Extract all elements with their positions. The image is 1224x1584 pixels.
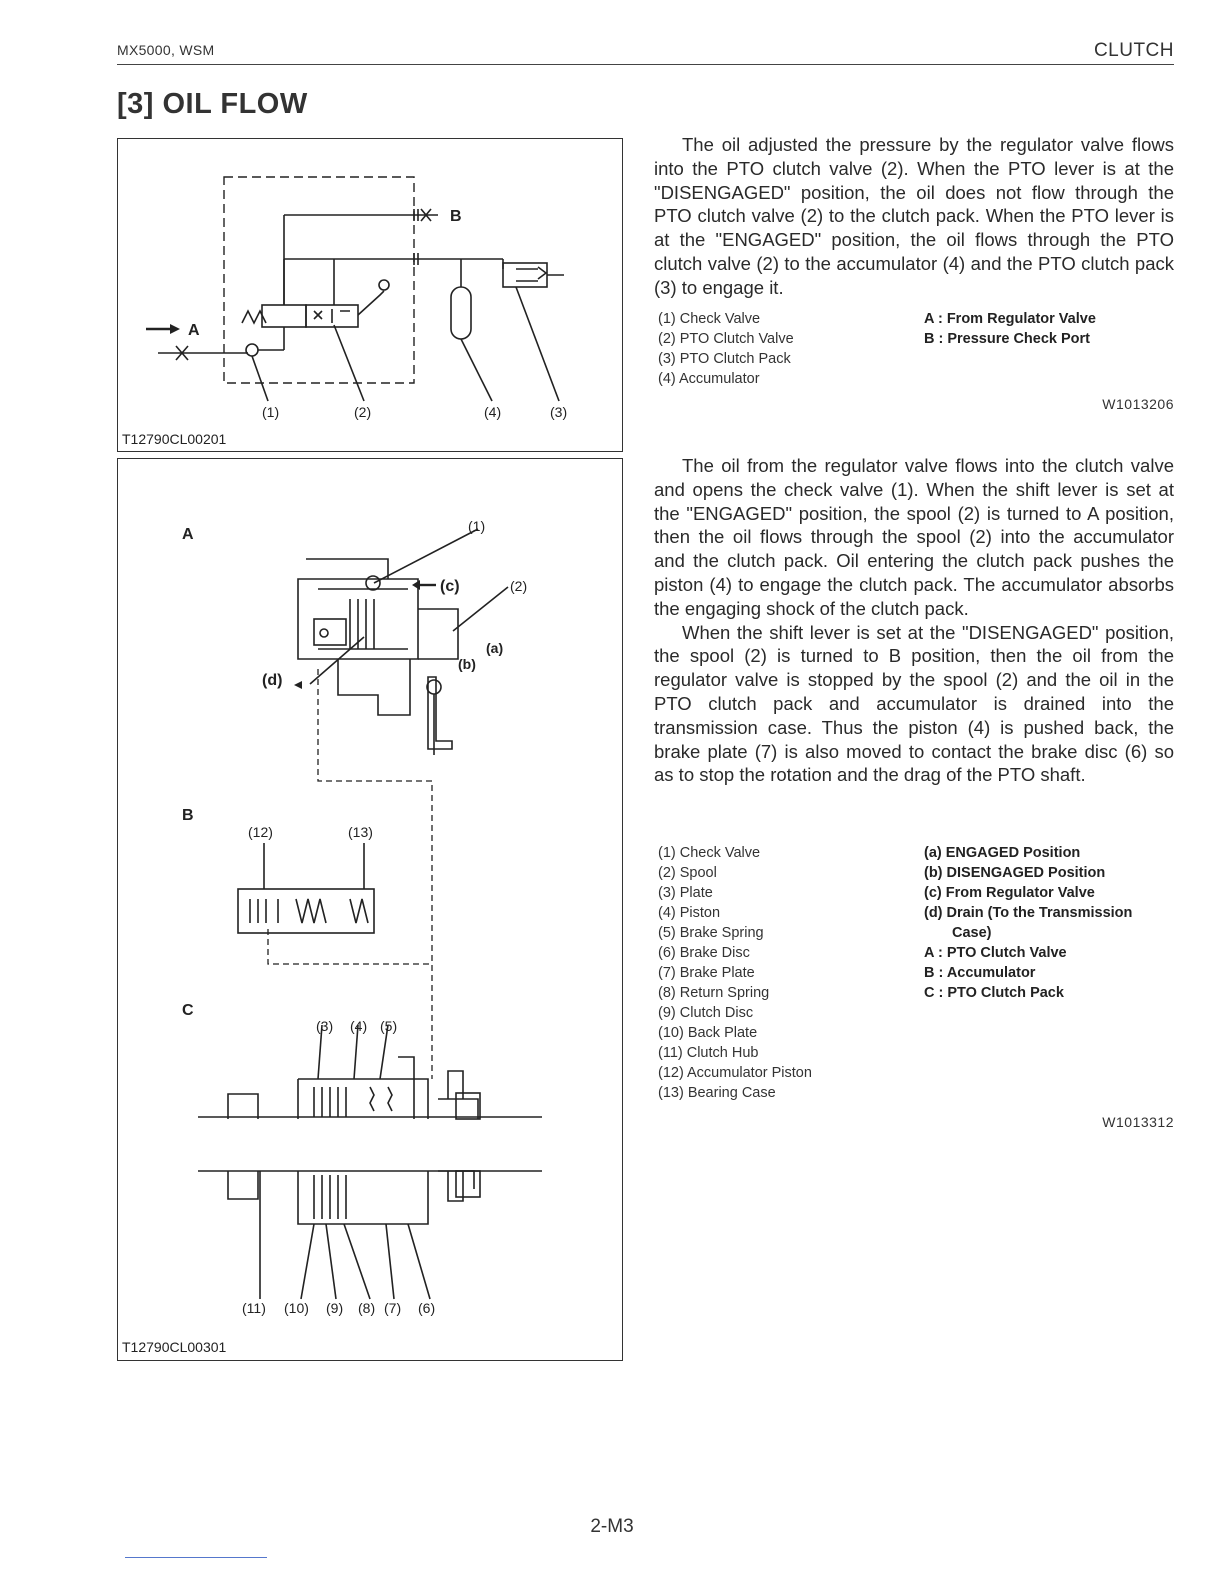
legend-item: (13) Bearing Case — [658, 1085, 776, 1101]
callout-c: (c) — [440, 578, 460, 595]
section-a-label: A — [182, 526, 194, 543]
legend-item: (5) Brake Spring — [658, 925, 764, 941]
callout-d: (d) — [262, 672, 283, 689]
legend-item: (2) Spool — [658, 865, 717, 881]
callout-a: (a) — [486, 640, 504, 656]
callout-10: (10) — [284, 1300, 309, 1316]
schematic-label-b: B — [450, 208, 462, 225]
legend-item: (7) Brake Plate — [658, 965, 755, 981]
legend-item: (9) Clutch Disc — [658, 1005, 754, 1021]
page-number: 2-M3 — [590, 1516, 634, 1537]
callout-1: (1) — [468, 518, 486, 534]
callout-b: (b) — [458, 656, 476, 672]
block-1-legend-right — [924, 309, 1096, 349]
block-1-legend-left — [658, 309, 794, 389]
footer-rule — [125, 1557, 267, 1558]
legend-item: (8) Return Spring — [658, 985, 770, 1001]
legend-item: (11) Clutch Hub — [658, 1045, 759, 1061]
schematic-callout-3: (3) — [550, 404, 568, 420]
figure-2-clutch-cross-section — [117, 458, 623, 1361]
legend-item: (12) Accumulator Piston — [658, 1065, 812, 1081]
legend-item: (10) Back Plate — [658, 1025, 758, 1041]
block-2-paragraph-1: The oil from the regulator valve flows into the clutch valve and opens the check valve (1). When the shift lever is set at the "ENGAGED" position, the spool (2) is turned to A position, then the oil flows through the spool (2) into the accumulator and the clutch pack. Oil entering the clutch pack pushes the piston (4) to engage the clutch pack. The accumulator absorbs the engaging shock of the clutch pack. — [654, 455, 1174, 619]
header-rule — [117, 64, 1174, 65]
legend-item: (d) Drain (To the Transmission — [924, 905, 1133, 921]
callout-12: (12) — [248, 824, 273, 840]
legend-item: B : Pressure Check Port — [924, 331, 1091, 347]
legend-item: (4) Accumulator — [658, 371, 760, 387]
legend-item: (3) Plate — [658, 885, 713, 901]
callout-3: (3) — [316, 1018, 334, 1034]
legend-item: (c) From Regulator Valve — [924, 885, 1095, 901]
block-2-text — [654, 454, 1174, 787]
legend-item: (4) Piston — [658, 905, 721, 921]
legend-item: (6) Brake Disc — [658, 945, 750, 961]
schematic-label-a: A — [188, 322, 200, 339]
callout-7: (7) — [384, 1300, 402, 1316]
legend-item: (b) DISENGAGED Position — [924, 865, 1106, 881]
header-chapter: CLUTCH — [1093, 40, 1174, 61]
callout-5: (5) — [380, 1018, 398, 1034]
legend-item: (1) Check Valve — [658, 845, 761, 861]
legend-item: Case) — [952, 925, 992, 941]
schematic-callout-1: (1) — [262, 404, 280, 420]
callout-11: (11) — [242, 1300, 266, 1316]
block-2-legend-left — [658, 843, 812, 1103]
schematic-diagram — [118, 139, 621, 429]
cross-section-diagram — [118, 459, 621, 1339]
figure-2-code: T12790CL00301 — [122, 1339, 227, 1355]
block-1-text — [654, 133, 1174, 300]
callout-4: (4) — [350, 1018, 368, 1034]
legend-item: B : Accumulator — [924, 965, 1036, 981]
section-b-label: B — [182, 807, 194, 824]
legend-item: (a) ENGAGED Position — [924, 845, 1081, 861]
section-title: [3] OIL FLOW — [117, 88, 308, 120]
header-manual-name: MX5000, WSM — [117, 42, 215, 58]
figure-1-oil-schematic — [117, 138, 623, 452]
legend-item: A : From Regulator Valve — [924, 311, 1096, 327]
legend-item: (3) PTO Clutch Pack — [658, 351, 791, 367]
callout-6: (6) — [418, 1300, 436, 1316]
legend-item: (1) Check Valve — [658, 311, 761, 327]
legend-item: C : PTO Clutch Pack — [924, 985, 1064, 1001]
legend-item: A : PTO Clutch Valve — [924, 945, 1067, 961]
block-1-code: W1013206 — [1102, 396, 1174, 412]
callout-8: (8) — [358, 1300, 376, 1316]
callout-9: (9) — [326, 1300, 344, 1316]
callout-13: (13) — [348, 824, 373, 840]
callout-2: (2) — [510, 578, 528, 594]
figure-1-code: T12790CL00201 — [122, 431, 227, 447]
block-1-paragraph: The oil adjusted the pressure by the regulator valve flows into the PTO clutch valve (2). When the PTO lever is at the "DISENGAGED" position, the oil does not flow through the PTO clutch valve (2) to the clutch pack. When the PTO lever is at the "ENGAGED" position, the oil flows through the PTO clutch valve (2) to the accumulator (4) and the PTO clutch pack (3) to engage it. — [654, 134, 1174, 298]
block-2-code: W1013312 — [1102, 1114, 1174, 1130]
schematic-callout-4: (4) — [484, 404, 502, 420]
section-c-label: C — [182, 1002, 194, 1019]
block-2-legend-right — [924, 843, 1132, 1003]
legend-item: (2) PTO Clutch Valve — [658, 331, 794, 347]
schematic-callout-2: (2) — [354, 404, 372, 420]
block-2-paragraph-2: When the shift lever is set at the "DISENGAGED" position, the spool (2) is turned to B position, then the oil from the regulator valve is stopped by the spool (2) and the oil in the PTO clutch pack and accumulator is drained into the transmission case. Thus the piston (4) is pushed back, the brake plate (7) is also moved to contact the brake disc (6) so as to stop the rotation and the drag of the PTO shaft. — [654, 621, 1174, 786]
